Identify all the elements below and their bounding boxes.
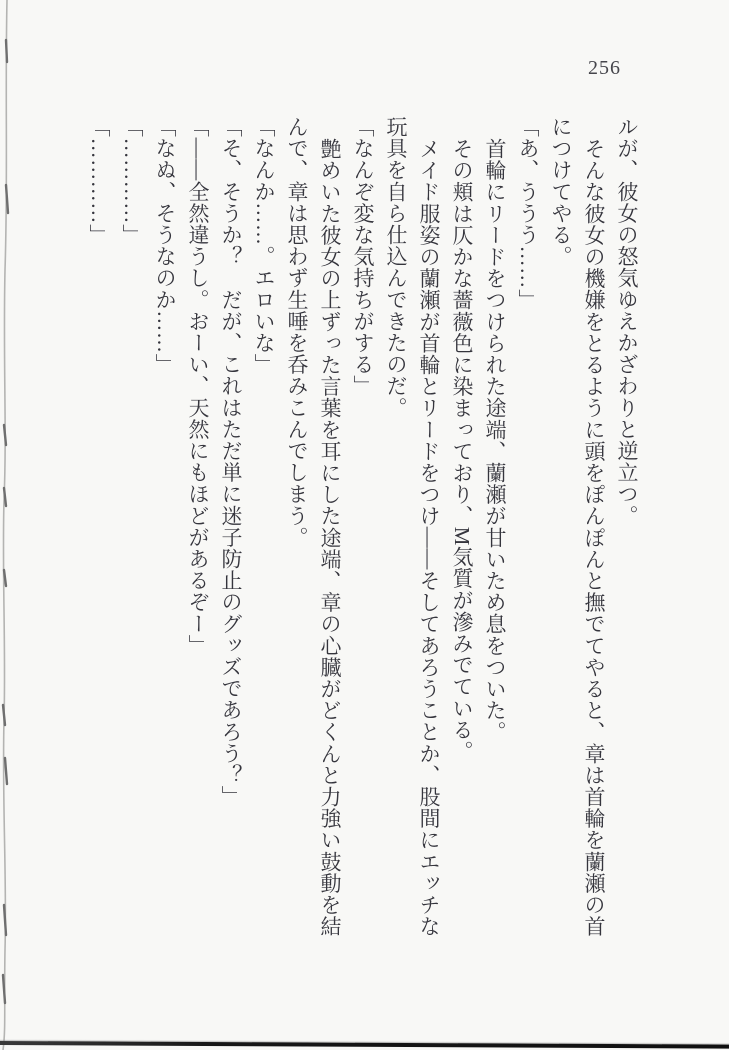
- text-column: につけてやる。: [549, 116, 573, 268]
- text-column: んで、章は思わず生唾を呑みこんでしまう。: [285, 116, 309, 548]
- text-column: 「なんぞ変な気持ちがする」: [351, 116, 375, 397]
- page-number: 256: [588, 57, 621, 79]
- text-column: メイド服姿の蘭瀬が首輪とリードをつけ――そしてあろうことか、股間にエッチな: [417, 138, 441, 938]
- text-column: 「…………」: [120, 116, 144, 246]
- text-column: 「あ、ううう……」: [516, 116, 540, 311]
- page-edge-artifact: [0, 0, 24, 1050]
- text-column: その頬は仄かな薔薇色に染まっており、M気質が滲みでている。: [450, 138, 474, 763]
- text-column: 「なんか……。エロいな」: [252, 116, 276, 376]
- text-column: 「なぬ、そうなのか……」: [153, 116, 177, 376]
- text-column: 艶めいた彼女の上ずった言葉を耳にした途端、章の心臓がどくんと力強い鼓動を結: [318, 138, 342, 938]
- text-column: ルが、彼女の怒気ゆえかざわりと逆立つ。: [615, 116, 639, 527]
- text-column: 玩具を自ら仕込んできたのだ。: [384, 116, 408, 419]
- text-column: 「…………」: [87, 116, 111, 246]
- text-column: 「――全然違うし。おーい、天然にもほどがあるぞー」: [186, 116, 210, 656]
- text-column: 「そ、そうか？ だが、これはただ単に迷子防止のグッズであろう？」: [219, 116, 243, 808]
- novel-text-block: [82, 116, 643, 948]
- scan-bottom-bar: [0, 1041, 729, 1049]
- text-column: そんな彼女の機嫌をとるように頭をぽんぽんと撫でてやると、章は首輪を蘭瀬の首: [582, 138, 606, 938]
- text-column: 首輪にリードをつけられた途端、蘭瀬が甘いため息をついた。: [483, 138, 507, 743]
